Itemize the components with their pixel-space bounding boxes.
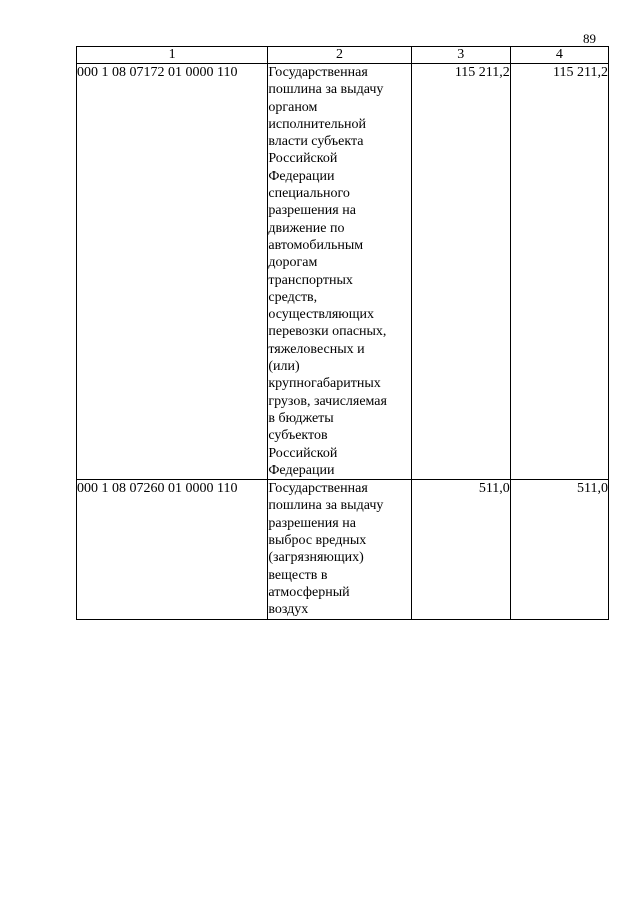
table-row: [77, 64, 609, 480]
header-col-1: 1: [77, 47, 268, 64]
name-line: (загрязняющих): [268, 550, 364, 566]
name-line: тяжеловесных и: [268, 341, 365, 357]
name-line: веществ в: [268, 567, 328, 583]
name-line: власти субъекта: [268, 134, 364, 150]
name-line: Федерации: [268, 462, 335, 478]
name-line: выброс вредных: [268, 533, 367, 549]
name-line: автомобильным: [268, 237, 364, 253]
name-line: перевозки опасных,: [268, 324, 387, 340]
table-row: [77, 480, 609, 619]
name-line: Федерации: [268, 168, 335, 184]
name-line: Российской: [268, 445, 338, 461]
table-header-row: [77, 47, 609, 64]
budget-table: [76, 46, 609, 620]
name-line: крупногабаритных: [268, 376, 381, 392]
name-line: исполнительной: [268, 116, 367, 132]
name-line: (или): [268, 359, 300, 375]
row-1-code: 000 1 08 07172 01 0000 110: [77, 64, 268, 480]
name-line: субъектов: [268, 428, 328, 444]
row-1-name: [268, 64, 411, 480]
name-line: движение по: [268, 220, 345, 236]
name-line: грузов, зачисляемая: [268, 393, 387, 409]
header-col-4: 4: [510, 47, 608, 64]
row-2-value-3: 511,0: [411, 480, 510, 619]
name-line: Государственная: [268, 481, 368, 497]
name-line: транспортных: [268, 272, 353, 288]
name-line: пошлина за выдачу: [268, 82, 384, 98]
name-line: осуществляющих: [268, 307, 374, 323]
name-line: Российской: [268, 151, 338, 167]
name-line: дорогам: [268, 255, 318, 271]
name-line: Государственная: [268, 65, 368, 80]
header-col-2: 2: [268, 47, 411, 64]
name-line: органом: [268, 99, 318, 115]
row-1-value-3: 115 211,2: [411, 64, 510, 480]
row-1-value-4: 115 211,2: [510, 64, 608, 480]
name-line: в бюджеты: [268, 410, 334, 426]
page-number: 89: [583, 31, 596, 46]
name-line: средств,: [268, 289, 318, 305]
row-2-value-4: 511,0: [510, 480, 608, 619]
name-line: разрешения на: [268, 203, 356, 219]
header-col-3: 3: [411, 47, 510, 64]
row-2-code: 000 1 08 07260 01 0000 110: [77, 480, 268, 619]
name-line: атмосферный: [268, 584, 350, 600]
name-line: пошлина за выдачу: [268, 498, 384, 514]
name-line: разрешения на: [268, 515, 356, 531]
name-line: специального: [268, 186, 350, 202]
name-line: воздух: [268, 602, 309, 618]
row-2-name: [268, 480, 411, 619]
